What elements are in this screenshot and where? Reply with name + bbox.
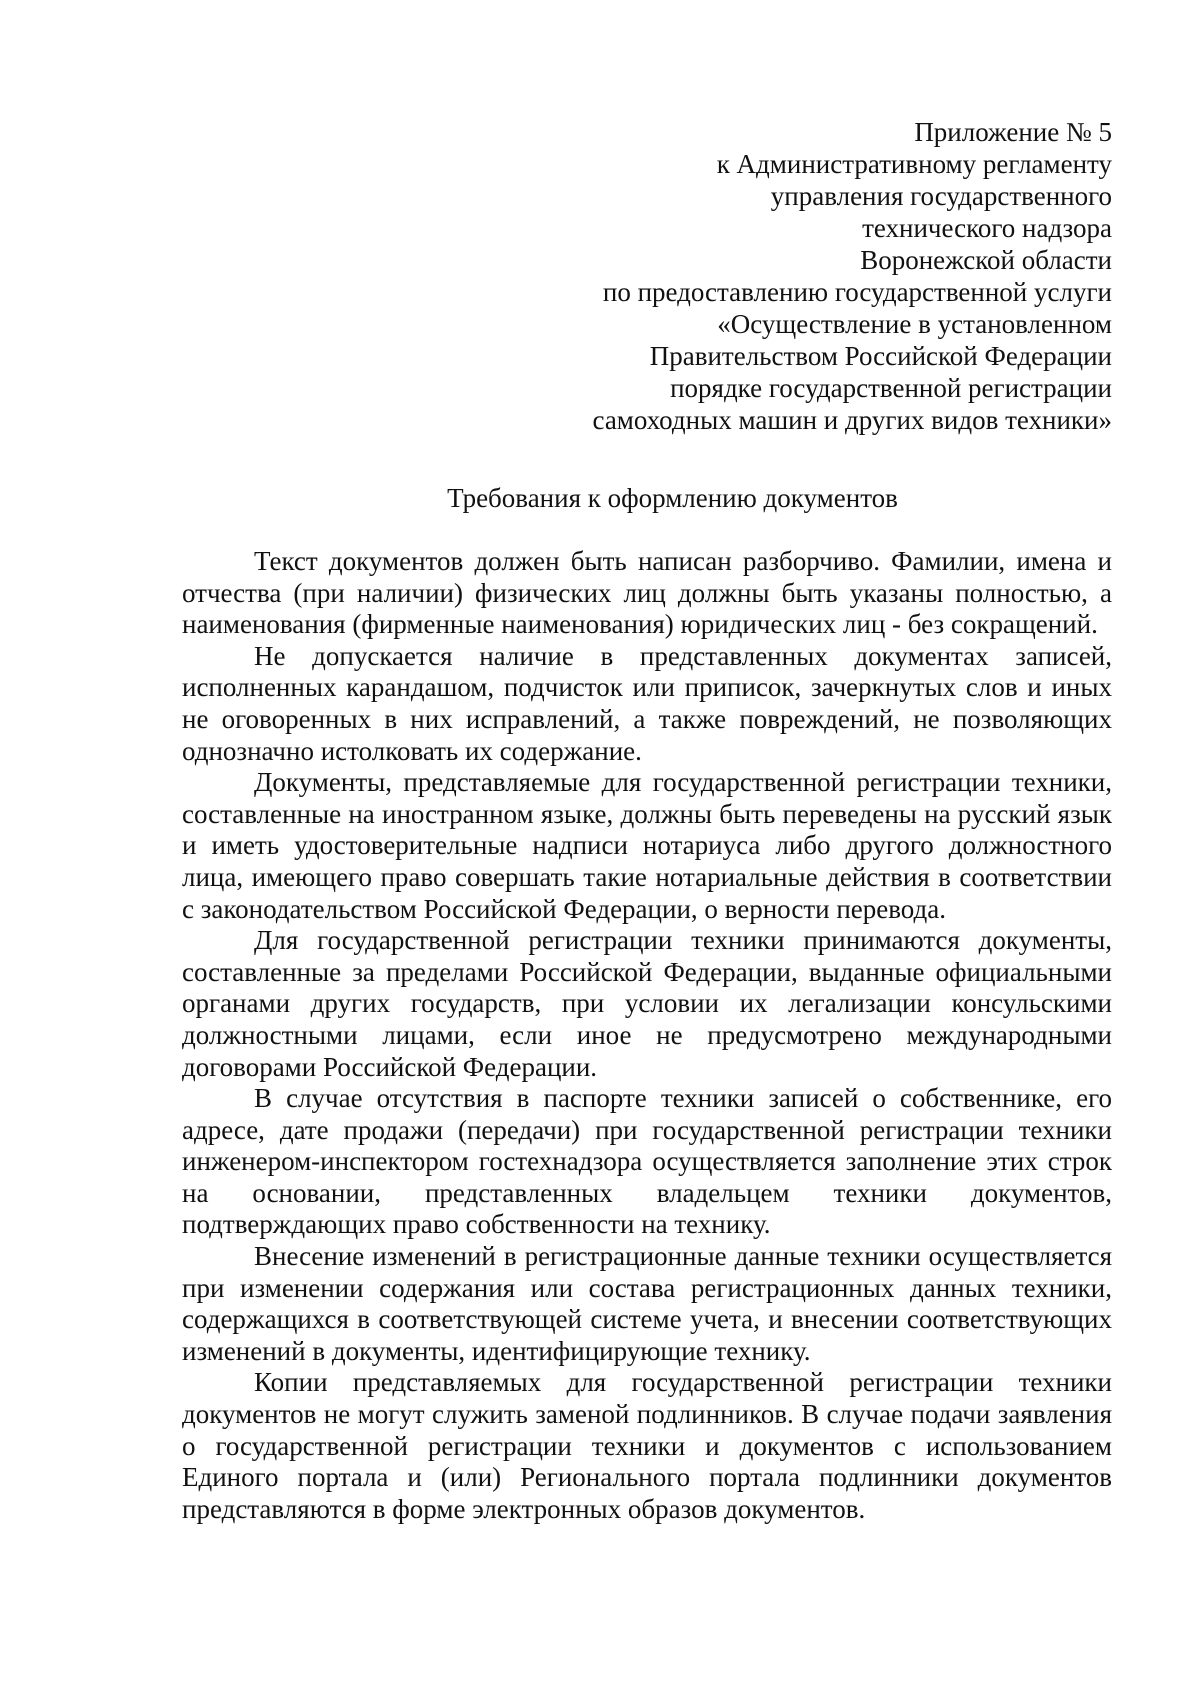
appendix-line: порядке государственной регистрации (670, 373, 1112, 403)
paragraph: В случае отсутствия в паспорте техники записей о собственнике, его адресе, дате продажи (передачи) при государственной регистрации техники инженером-инспектором гостехнадзора осуществляется заполнение этих строк на основании, представленных владельцем техники документов, подтверждающих право собственности на технику. (182, 1083, 1112, 1240)
document-title: Требования к оформлению документов (447, 483, 898, 513)
appendix-line: Воронежской области (860, 245, 1112, 275)
appendix-header (593, 116, 1113, 436)
appendix-line: технического надзора (862, 213, 1112, 243)
paragraph: Для государственной регистрации техники принимаются документы, составленные за пределами Российской Федерации, выданные официальными органами других государств, при условии их легализации консульскими должностными лицами, если иное не предусмотрено международными договорами Российской Федерации. (182, 925, 1112, 1082)
appendix-line: Правительством Российской Федерации (649, 341, 1112, 371)
appendix-line: самоходных машин и других видов техники» (592, 405, 1112, 435)
paragraph: Внесение изменений в регистрационные данные техники осуществляется при изменении содержания или состава регистрационных данных техники, содержащихся в соответствующей системе учета, и внесении соответствующих изменений в документы, идентифицирующие технику. (182, 1241, 1112, 1366)
appendix-line: к Административному регламенту (716, 149, 1112, 179)
paragraph: Копии представляемых для государственной регистрации техники документов не могут служить заменой подлинников. В случае подачи заявления о государственной регистрации техники и документов с использованием Единого портала и (или) Регионального портала подлинники документов представляются в форме электронных образов документов. (182, 1367, 1112, 1524)
appendix-line: «Осуществление в установленном (717, 309, 1112, 339)
appendix-line: по предоставлению государственной услуги (602, 277, 1112, 307)
document-body (182, 546, 1112, 1525)
paragraph: Текст документов должен быть написан разборчиво. Фамилии, имена и отчества (при наличии) физических лиц должны быть указаны полностью, а наименования (фирменные наименования) юридических лиц - без сокращений. (182, 546, 1112, 640)
appendix-line: управления государственного (770, 181, 1112, 211)
paragraph: Документы, представляемые для государственной регистрации техники, составленные на иностранном языке, должны быть переведены на русский язык и иметь удостоверительные надписи нотариуса либо другого должностного лица, имеющего право совершать такие нотариальные действия в соответствии с законодательством Российской Федерации, о верности перевода. (182, 767, 1112, 924)
appendix-line: Приложение № 5 (914, 117, 1112, 147)
paragraph: Не допускается наличие в представленных документах записей, исполненных карандашом, подчисток или приписок, зачеркнутых слов и иных не оговоренных в них исправлений, а также повреждений, не позволяющих однозначно истолковать их содержание. (182, 640, 1112, 766)
